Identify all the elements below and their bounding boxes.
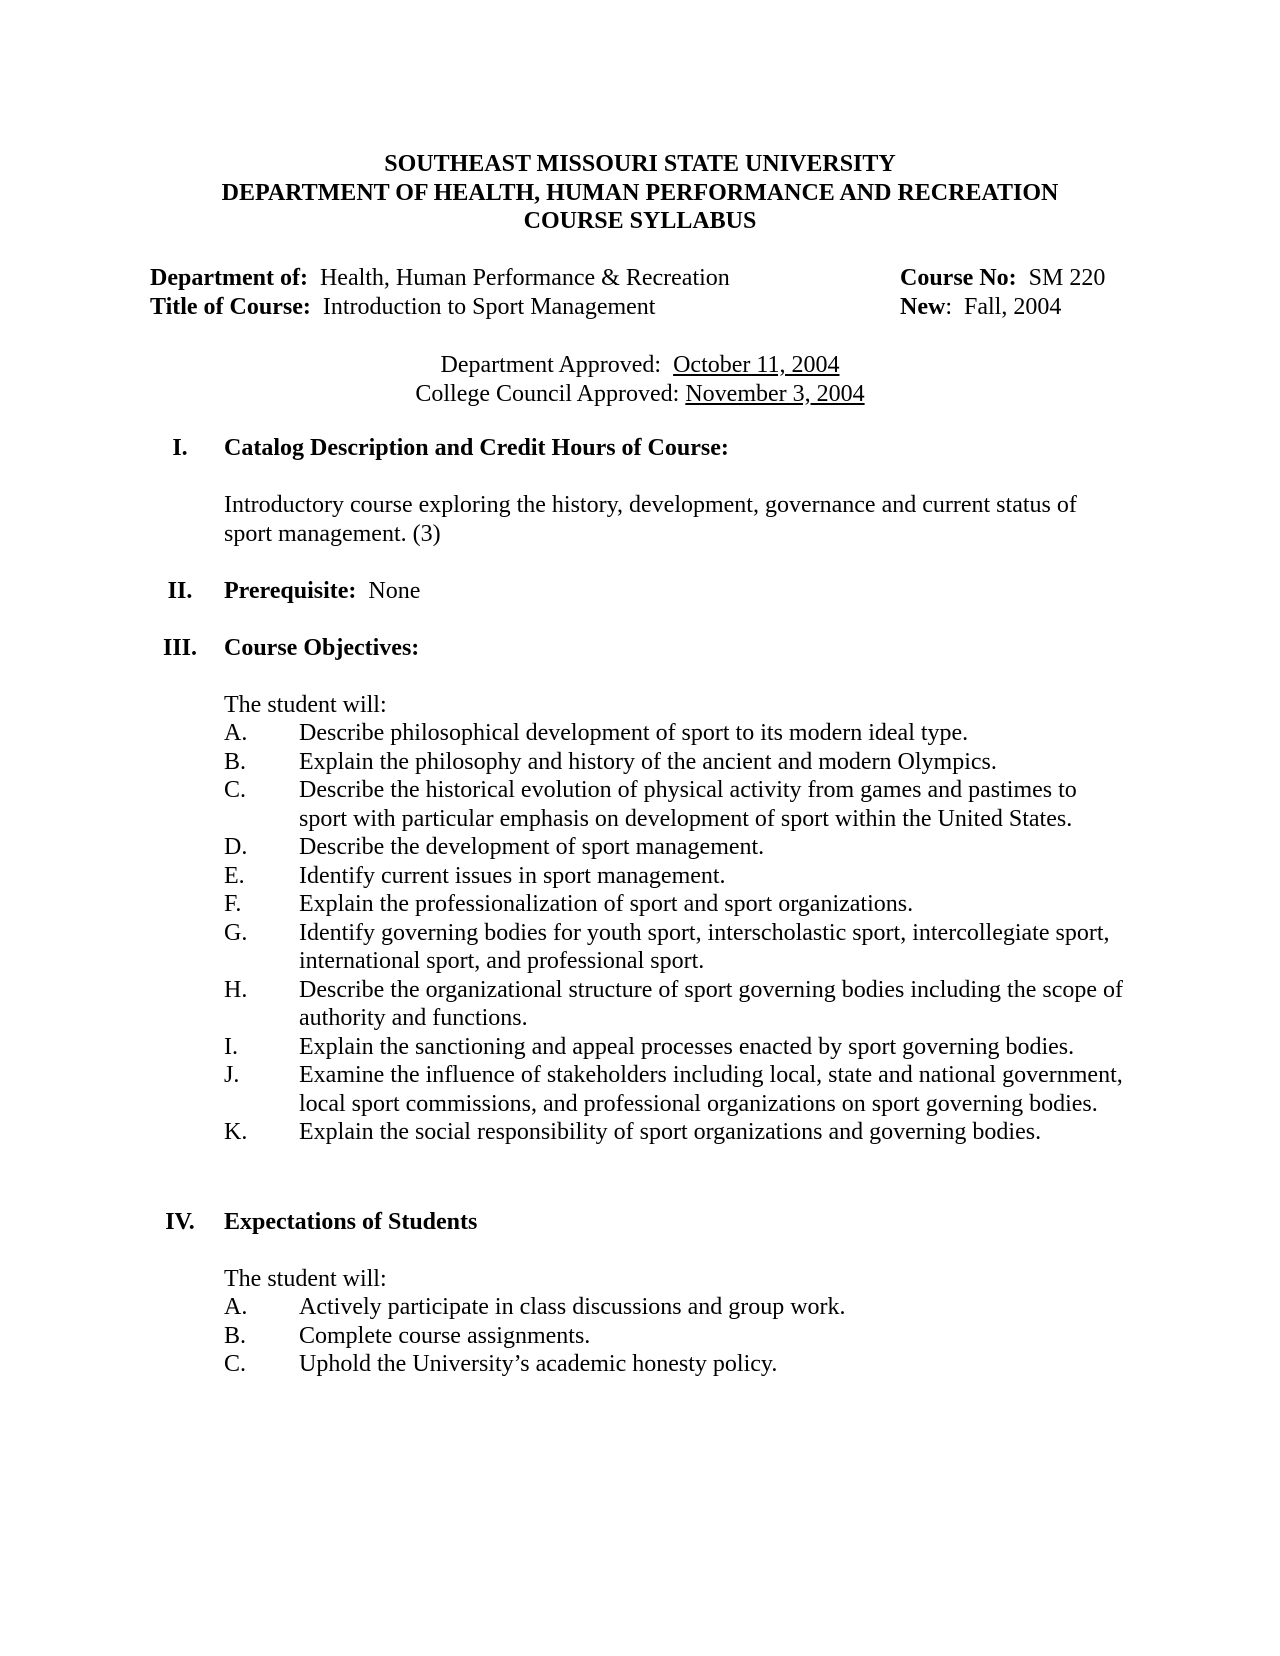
list-item: C. Describe the historical evolution of physical activity from games and pastimes to sport with particular emphasis on development of sport within the United States. <box>224 777 1077 832</box>
course-no-value: SM 220 <box>1028 265 1106 291</box>
list-item: E. Identify current issues in sport management. <box>224 862 726 889</box>
list-item: B. Complete course assignments. <box>224 1322 591 1349</box>
section-3-number: III. <box>162 635 198 661</box>
section-4-heading <box>150 1208 1150 1237</box>
list-item: C. Uphold the University’s academic honesty policy. <box>224 1351 778 1377</box>
section-1-title: Catalog Description and Credit Hours of Course: <box>224 435 729 461</box>
department-approved-label: Department Approved: <box>440 352 662 378</box>
course-meta <box>150 264 1120 321</box>
list-item: G. Identify governing bodies for youth sport, interscholastic sport, intercollegiate sport, international sport, and professional sport. <box>224 919 1110 974</box>
section-3-title: Course Objectives: <box>224 635 420 661</box>
approvals <box>0 351 1280 408</box>
prerequisite-value: None <box>368 578 421 604</box>
section-4-title: Expectations of Students <box>224 1209 478 1235</box>
new-label: New <box>900 293 946 320</box>
university-name: SOUTHEAST MISSOURI STATE UNIVERSITY <box>384 151 896 177</box>
course-no-label: Course No: <box>900 265 1017 291</box>
list-item: I. Explain the sanctioning and appeal processes enacted by sport governing bodies. <box>224 1033 1075 1060</box>
college-approved-label: College Council Approved: <box>415 380 680 407</box>
expectations-list <box>224 1293 1124 1379</box>
new-value: Fall, 2004 <box>964 293 1062 320</box>
list-item: H. Describe the organizational structure of sport governing bodies including the scope of authority and functions. <box>224 976 1123 1031</box>
section-1-number: I. <box>172 435 188 461</box>
objectives-intro: The student will: <box>224 692 387 718</box>
course-title-value: Introduction to Sport Management <box>322 293 656 320</box>
section-4-number: IV. <box>165 1209 195 1235</box>
department-approval <box>0 351 1280 380</box>
list-item: D. Describe the development of sport management. <box>224 834 765 860</box>
list-item: F. Explain the professionalization of sport and sport organizations. <box>224 891 914 917</box>
section-3-heading <box>150 634 1150 663</box>
college-approval <box>0 380 1280 409</box>
objectives-list <box>224 719 1124 1147</box>
section-2-title: Prerequisite: <box>224 578 357 604</box>
department-name: DEPARTMENT OF HEALTH, HUMAN PERFORMANCE AND RECREATION <box>221 179 1059 206</box>
list-item: J. Examine the influence of stakeholders including local, state and national government, local sport commissions, and professional organizations on sport governing bodies. <box>224 1062 1123 1117</box>
section-2-number: II. <box>167 578 193 604</box>
department-label: Department of <box>150 265 300 291</box>
course-title-label: Title of Course <box>150 293 303 320</box>
list-item: B. Explain the philosophy and history of the ancient and modern Olympics. <box>224 748 997 775</box>
expectations-intro: The student will: <box>224 1266 387 1292</box>
list-item: K. Explain the social responsibility of sport organizations and governing bodies. <box>224 1119 1042 1145</box>
department-approved-date: October 11, 2004 <box>673 352 840 378</box>
list-item: A. Actively participate in class discussions and group work. <box>224 1294 846 1320</box>
document-title: COURSE SYLLABUS <box>523 208 757 234</box>
meta-row-department: Department of: Health, Human Performance & Recreation Course No: SM 220 <box>150 265 1106 291</box>
department-value: Health, Human Performance & Recreation <box>319 265 730 291</box>
list-item: A. Describe philosophical development of sport to its modern ideal type. <box>224 720 969 746</box>
meta-row-title: Title of Course: Introduction to Sport Management New: Fall, 2004 <box>150 293 1062 320</box>
section-2-heading <box>150 577 1150 606</box>
catalog-description: Introductory course exploring the history, development, governance and current status of sport management. (3) <box>224 492 1077 547</box>
section-1-heading <box>150 434 1150 463</box>
college-approved-date: November 3, 2004 <box>685 380 865 407</box>
document-header <box>0 150 1280 236</box>
